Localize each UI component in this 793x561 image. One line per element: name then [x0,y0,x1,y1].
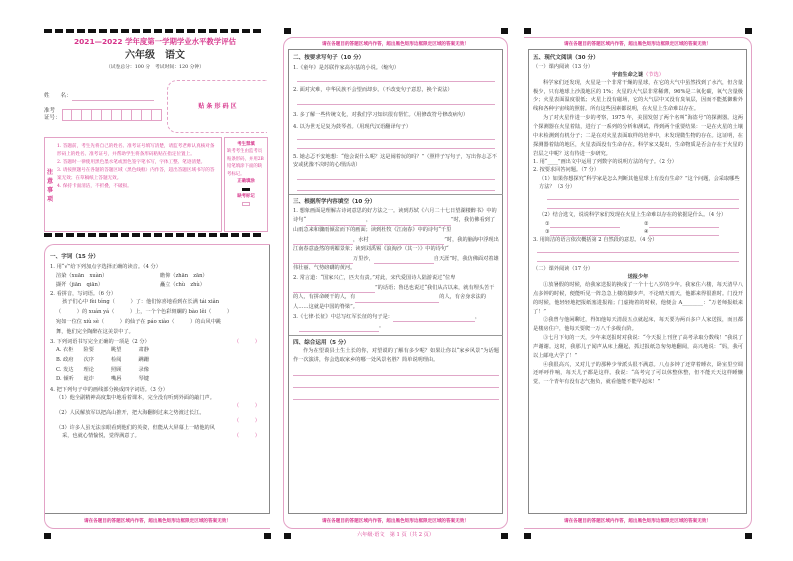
option-d[interactable]: D. 倾听 诡诈 嘴唇 琴键 [56,376,149,383]
passage2-paragraph: ②我曾与他闲聊过，得知他每天清晨五点就起床，每天要为两百多户人家送报，而且都是楼房住户，他每天要爬一万八千多级台阶。 [533,317,743,333]
corner-mark [745,533,752,539]
passage1-paragraph: 科学家们还发现，火星是一个非常干燥的星球，在它的大气中虽然找到了水汽，但含量极少，只有地球上沙漠地区的 1%；火星的大气层非常稀薄，96%是二氧化碳，氧气含量极少；火星表面温度很低；火星上没有磁场，它的大气层中又没有臭氧层，因而不能抵御紫外线和各种宇宙线的照射。所有这些因素都说明，在火星上生命难以存在。 [533,79,743,113]
corner-mark [284,28,291,34]
corner-mark [264,533,271,539]
answer-line[interactable] [297,180,495,191]
corner-mark [44,533,51,539]
passage1-title: 宇宙生命之谜 [612,71,644,78]
answer-area-section1: 请在各题目的答题区域内作答，超出黑色矩形边框限定区域的答案无效！ 一、字词（15 分） 1. 用“√”给下列加点字选择正确的读音。（4 分） 渲染（xuān xuàn） 瞻仰（zhān zān） 撷歼（jiān qiān） 矗立（chù zhù） 2. 看拼音，写词语。（6 分） 孩子们心中 fèi téng（ ）了：他们惊喜地看到在长满 tái xiǎn （ ）的 xuán yá（ ）上，一个个色彩斑斓的 bào lěi（ ） 宛如一位位 xiù sè（ ）的仙子在 páo xiào（ ）的山风中跳 舞，他们完全陶醉在这美景中了。 （ ） 3. 下列词语书写完全正确的一项是（2 分） A. 衣柜 险要 眺望 肃静 B. 政府 次序 检阅 蹒跚 C. 发达 理论 照顾 录像 D. 倾听 诡诈 嘴唇 琴键 4. 把下列句子中的画线部分换成四字词语。（3 分） （1）他全副精神高度集中地看着课本，完全没有听到外面的敲门声。 （ ） （2）人民解放军以把高山推开，把大海翻倒过来之势渡过长江。 （ ） （3）许多人虽无法亲眼看到他们的英姿，但能从大屏幕上一睹他的风 （ ） 采，也就心情愉悦，觉得满意了。 [44,244,270,529]
answer-line[interactable] [293,364,499,376]
exam-id-boxes[interactable] [62,109,162,121]
passage2-title: 送报少年 [627,273,649,280]
warning-bottom: 请在各题目的答题区域内作答，超出黑色矩形边框限定区域的答案无效！ [83,518,231,524]
barcode-area: 贴 条 形 码 区 [167,80,267,133]
answer-line[interactable] [547,200,739,209]
corner-mark [745,28,752,34]
warning-bottom: 请在各题目的答题区域内作答，超出黑色矩形边框限定区域的答案无效！ [563,518,711,524]
name-input[interactable] [72,95,154,101]
answer-area-col2: 请在各题目的答题区域内作答，超出黑色矩形边框限定区域的答案无效！ 请在各题目的答题区域内作答，超出黑色矩形边框限定区域的答案无效！ 二、按要求写句子（10 分） 1.《童年》是苏联作家高尔基的小说。（缩句） 2. 面对灾难，中华民族不会望而却步。（不改变句子意思，换个说法） 3. 多了解一些传统文化，对我们学习知识很有帮忙。（用修改符号修改病句） 4. 以为世无足复为鼓琴者。（用现代汉语翻译句子） 5. 她忐忑不安地想：“他会说什么呢？这是闹着玩的吗？”（照样子写句子，写出你忐忑不安或犹豫不决时的心理活动） 三、根据所学内容填空（10 分） 1. 想象画面是理解古诗词意思的好方法之一。读到苏轼《六月二十七日望湖楼醉书》中的诗句“ ， ”时，我仿佛看到了山雨急来和骤雨倾盆而下的画面；读到杜牧《江南春》中的诗句“千里，水村 ”时，我的脑海中浮现出江南春意盎然的明媚景象；读到刘禹锡《浪淘沙（其一）》中的诗句“万里沙， 自天涯”时，我仿佛面对着雄伟壮丽、气势磅礴的黄河。 2. 常言道：“国家兴亡，匹夫有责。”对此，宋代爱国诗人陆游说过“位卑”的话语；鲁迅也说过“我们从古以来，就有埋头苦干的人，有拼命硬干的人，有 的人，有舍身求法的人……这就是中国的脊梁”。 3.《七律·长征》中总写红军长征的句子是： ， 。 四、综合运用（5 分） 作为在望谟县土生土长的你，对望谟的了解有多少呢？如果让你以“家乡风景”为话题作一次演讲，你会选取家乡的哪一处风景名胜？简单说明理由。 [283,37,508,529]
answer-line[interactable] [297,131,495,140]
timing-marks-middle [44,233,264,237]
notice-box [44,137,222,232]
name-label: 姓 名： [44,93,72,99]
option-a[interactable]: A. 衣柜 险要 眺望 肃静 [56,347,149,354]
answer-line[interactable] [297,72,495,82]
passage2-paragraph: ①放暑假的时候，给我家送报的换成了一个十七八岁的少年。我家住六楼，每天清早八点多钟的时候，便能听见一阵急急上楼的脚步声。不论晴天雨天，他都来得很准时。门没开的时候，他轻轻地把报纸塞进报箱；门虚掩着的时候，他便会 A________：“万老师报纸来了！” [533,282,743,315]
option-c[interactable]: C. 发达 理论 照顾 录像 [56,366,149,373]
exam-title: 2021—2022 学年度第一学期学业水平教学评估 [74,37,236,46]
warning-top: 请在各题目的答题区域内作答，超出黑色矩形边框限定区域的答案无效！ [321,42,469,47]
corner-mark [524,533,531,539]
exam-meta: （试卷总分：100 分 考试时间：120 分钟） [105,64,205,70]
answer-line[interactable] [537,244,739,253]
student-info: 姓 名： 准考 证号： [44,92,164,123]
section3-title: 三、根据所学内容填空（10 分） [293,199,376,206]
header-block [44,36,266,71]
answer-line[interactable] [547,191,739,200]
candidate-box: 考生禁填 缺考考生由监考员贴条形码，并用2B铅笔填涂下面的缺考标记。 正确填涂 缺考标记 [224,137,268,232]
section4-title: 四、综合运用（5 分） [293,339,350,346]
corner-mark [524,28,531,34]
absent-checkbox[interactable] [242,202,250,206]
warning-bottom: 请在各题目的答题区域内作答，超出黑色矩形边框限定区域的答案无效！ [321,518,469,524]
page-footer: 六年级·语文 第 1 页（共 2 页） [356,532,435,538]
section5-title: 五、现代文阅读（30 分） [533,55,599,61]
answer-line[interactable] [537,253,739,262]
filled-mark [242,188,250,191]
notice-item: 2. 答题时一律使用黑色墨水笔或黑色签字笔书写，字体工整、笔迹清楚。 [57,160,206,166]
passage2-paragraph: ④我很高兴，又对儿子的那种少爷派头很不满意。八点多钟了还穿着睡衣，卧室里空调还呼呼作响，每天儿子都是这样。我说：“高考完了可以休整休整，但不能天天这样睡懒觉，一个青年有没有志气抱负，就看他能不能早起床！” [533,361,743,386]
section1-title: 一、字词（15 分） [50,254,99,260]
answer-line[interactable] [293,376,499,388]
answer-paren[interactable]: （ ） [234,339,260,346]
subject-title: 六年级 语文 [125,50,185,62]
answer-line[interactable] [297,94,495,105]
passage1-paragraph: 为了对火星作进一步的考察，1975 年，美国发射了两个名叫“海盗号”的探测器。这两个探测器在火星着陆，进行了一系列的分析和测试，得到两个重要结果：一是在火星的土壤中未检测到有机分子；二是在对火星表面取样的培养中，未发现微生物的存在。这证明，在探测器着陆的地区，火星表面没有生命存在。科学家又提出，生命物质是否会存在于火星的岩层之中呢？这有待进一步研究。 [533,115,743,157]
notice-item: 3. 请按照题号在各题的答题区域（黑色线框）内作答，超出答题区域书写的答案无效；在草稿纸上答题无效。 [57,168,215,182]
notice-item: 1. 答题前，考生先将自己的姓名、准考证号填写清楚，请监考老师认真核对条形码上的姓名、准考证号，并帮助学生将条形码粘贴在指定位置上。 [57,144,215,158]
answer-line[interactable] [297,140,495,149]
option-b[interactable]: B. 政府 次序 检阅 蹒跚 [56,357,149,364]
passage2-paragraph: ③七月下旬的一天，少年来送报时对我说：“今天报上刊登了高考录取分数线！”我说了声谢谢。这时，我那儿子闻声从床上翻起，抓过报纸急匆匆地翻阅，高兴地说：“妈，我可以上邮电大学了！” [533,335,743,359]
answer-line[interactable] [297,169,495,180]
notice-item: 4. 保持卡面清洁，不折叠，不破损。 [57,184,132,190]
corner-mark [501,28,508,34]
answer-line[interactable] [293,388,499,400]
timing-marks-top [44,29,264,33]
section2-title: 二、按要求写句子（10 分） [293,55,365,61]
answer-area-col3: 请在各题目的答题区域内作答，超出黑色矩形边框限定区域的答案无效！ 请在各题目的答题区域内作答，超出黑色矩形边框限定区域的答案无效！ 五、现代文阅读（30 分） （一）课内阅读（13 分） 宇宙生命之谜（节选） 科学家们还发现，火星是一个非常干燥的星球，在它的大气中虽然找到了水汽，但含量极少，只有地球上沙漠地区的 1%；火星的大气层非常稀薄，96%是二氧化碳，氧气含量极少；火星表面温度很低；火星上没有磁场，它的大气层中又没有臭氧层，因而不能抵御紫外线和各种宇宙线的照射。所有这些因素都说明，在火星上生命难以存在。 为了对火星作进一步的考察，1975 年，美国发射了两个名叫“海盗号”的探测器。这两个探测器在火星着陆，进行了一系列的分析和测试，得到两个重要结果：一是在火星的土壤中未检测到有机分子；二是在对火星表面取样的培养中，未发现微生物的存在。这证明，在探测器着陆的地区，火星表面没有生命存在。科学家又提出，生命物质是否会存在于火星的岩层之中呢？这有待进一步研究。 1. 用“____”画出文中运用了列数字的说明方法的句子。（2 分） 2. 按要求回答问题。（7 分） （1）如果你想探究“科学家是怎么判断其他星球上有没有生命？”这个问题，会采取哪些方法？（3 分） （2）结合选文，说说科学家们发现在火星上生命难以存在的依据是什么。（4 分） ① ② ③ ④ 3. 用简洁的语言依次概括第 2 自然段的意思。（4 分） （二）课外阅读（17 分） 送报少年 ①放暑假的时候，给我家送报的换成了一个十七八岁的少年。我家住六楼，每天清早八点多钟的时候，便能听见一阵急急上楼的脚步声。不论晴天雨天，他都来得很准时。门没开的时候，他轻轻地把报纸塞进报箱；门虚掩着的时候，他便会 A________：“万老师报纸来了！” ②我曾与他闲聊过，得知他每天清晨五点就起床，每天要为两百多户人家送报，而且都是楼房住户，他每天要爬一万八千多级台阶。 ③七月下旬的一天，少年来送报时对我说：“今天报上刊登了高考录取分数线！”我说了声谢谢。这时，我那儿子闻声从床上翻起，抓过报纸急匆匆地翻阅，高兴地说：“妈，我可以上邮电大学了！” ④我很高兴，又对儿子的那种少爷派头很不满意。八点多钟了还穿着睡衣，卧室里空调还呼呼作响，每天儿子都是这样。我说：“高考完了可以休整休整，但不能天天这样睡懒觉，一个青年有没有志气抱负，就看他能不能早起床！” [524,37,752,529]
warning-top: 请在各题目的答题区域内作答，超出黑色矩形边框限定区域的答案无效！ [563,42,711,47]
notice-side-label: 注 意 事 项 [47,169,54,203]
exam-id-label: 准考 [44,107,56,114]
